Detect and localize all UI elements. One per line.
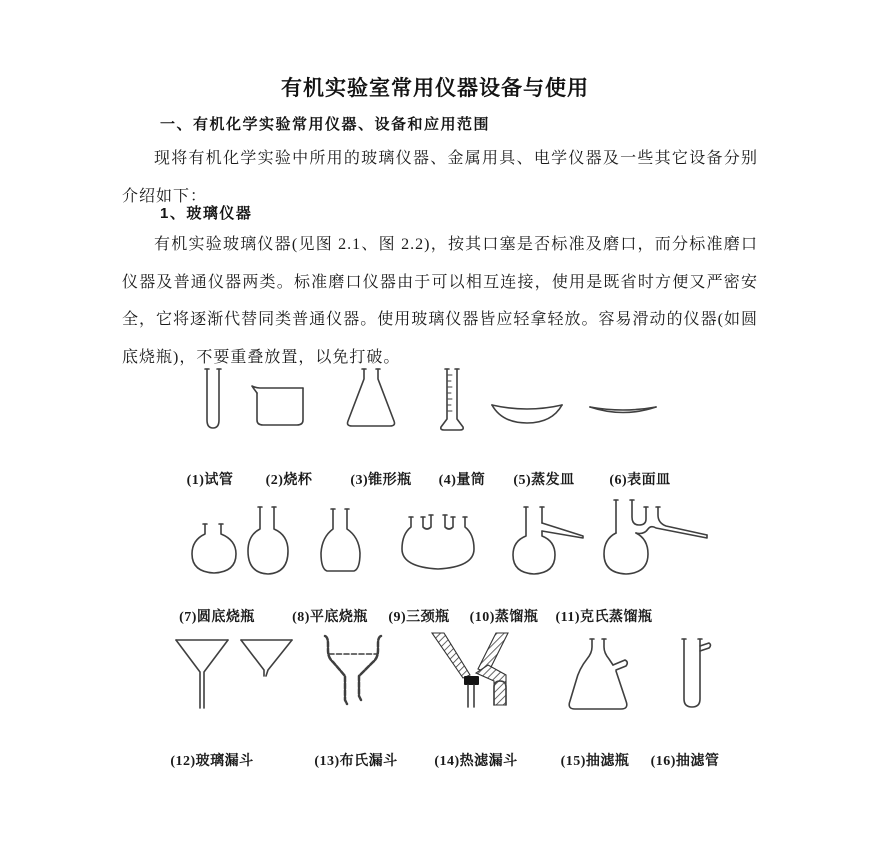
hot-filtration-funnel-drawing: [428, 631, 512, 718]
caption-evaporating-dish: (5)蒸发皿: [513, 473, 575, 488]
filter-tube-drawing: [676, 637, 714, 716]
page-title: 有机实验室常用仪器设备与使用: [281, 77, 589, 100]
evaporating-dish-drawing: [490, 399, 564, 432]
caption-watch-glass: (6)表面皿: [609, 473, 671, 488]
small-funnel-drawing: [239, 636, 294, 683]
caption-round-bottom-flask: (7)圆底烧瓶: [179, 610, 255, 625]
caption-hot-filtration-funnel: (14)热滤漏斗: [434, 754, 518, 769]
round-bottom-flask-short-neck-drawing: [188, 522, 240, 581]
body-paragraph: 有机实验玻璃仪器(见图 2.1、图 2.2)，按其口塞是否标准及磨口，而分标准磨口仪器及普通仪器两类。标准磨口仪器由于可以相互连接，使用是既省时方便又严密安全，它将逐渐代替同类普通仪器。使用玻璃仪器皆应轻拿轻放。容易滑动的仪器(如圆底烧瓶)，不要重叠放置，以免打破。: [122, 236, 758, 366]
caption-claisen-flask: (11)克氏蒸馏瓶: [555, 610, 653, 625]
caption-test-tube: (1)试管: [186, 473, 234, 488]
glass-funnel-drawing: [174, 636, 230, 717]
buchner-funnel-drawing: [318, 634, 388, 713]
graduated-cylinder-drawing: [437, 367, 467, 438]
caption-filter-flask: (15)抽滤瓶: [560, 754, 630, 769]
glassware-figure: [0, 365, 870, 777]
caption-buchner-funnel: (13)布氏漏斗: [314, 754, 398, 769]
caption-flat-bottom-flask: (8)平底烧瓶: [292, 610, 368, 625]
caption-three-neck-flask: (9)三颈瓶: [388, 610, 450, 625]
subsection-heading: 1、玻璃仪器: [160, 205, 253, 222]
claisen-distillation-flask-drawing: [590, 497, 710, 582]
caption-graduated-cylinder: (4)量筒: [438, 473, 486, 488]
distillation-flask-drawing: [500, 505, 585, 582]
caption-beaker: (2)烧杯: [265, 473, 313, 488]
beaker-drawing: [251, 382, 307, 433]
three-neck-flask-drawing: [398, 509, 478, 582]
intro-paragraph: 现将有机化学实验中所用的玻璃仪器、金属用具、电学仪器及一些其它设备分别介绍如下：: [122, 150, 758, 205]
test-tube-drawing: [202, 367, 224, 436]
erlenmeyer-flask-drawing: [342, 367, 400, 434]
caption-erlenmeyer-flask: (3)锥形瓶: [350, 473, 412, 488]
caption-distillation-flask: (10)蒸馏瓶: [469, 610, 539, 625]
section-heading: 一、有机化学实验常用仪器、设备和应用范围: [160, 116, 491, 133]
round-bottom-flask-long-neck-drawing: [245, 505, 291, 581]
filter-flask-drawing: [560, 637, 652, 716]
caption-glass-funnel: (12)玻璃漏斗: [170, 754, 254, 769]
watch-glass-drawing: [588, 402, 658, 425]
caption-filter-tube: (16)抽滤管: [650, 754, 720, 769]
flat-bottom-flask-drawing: [317, 507, 364, 580]
